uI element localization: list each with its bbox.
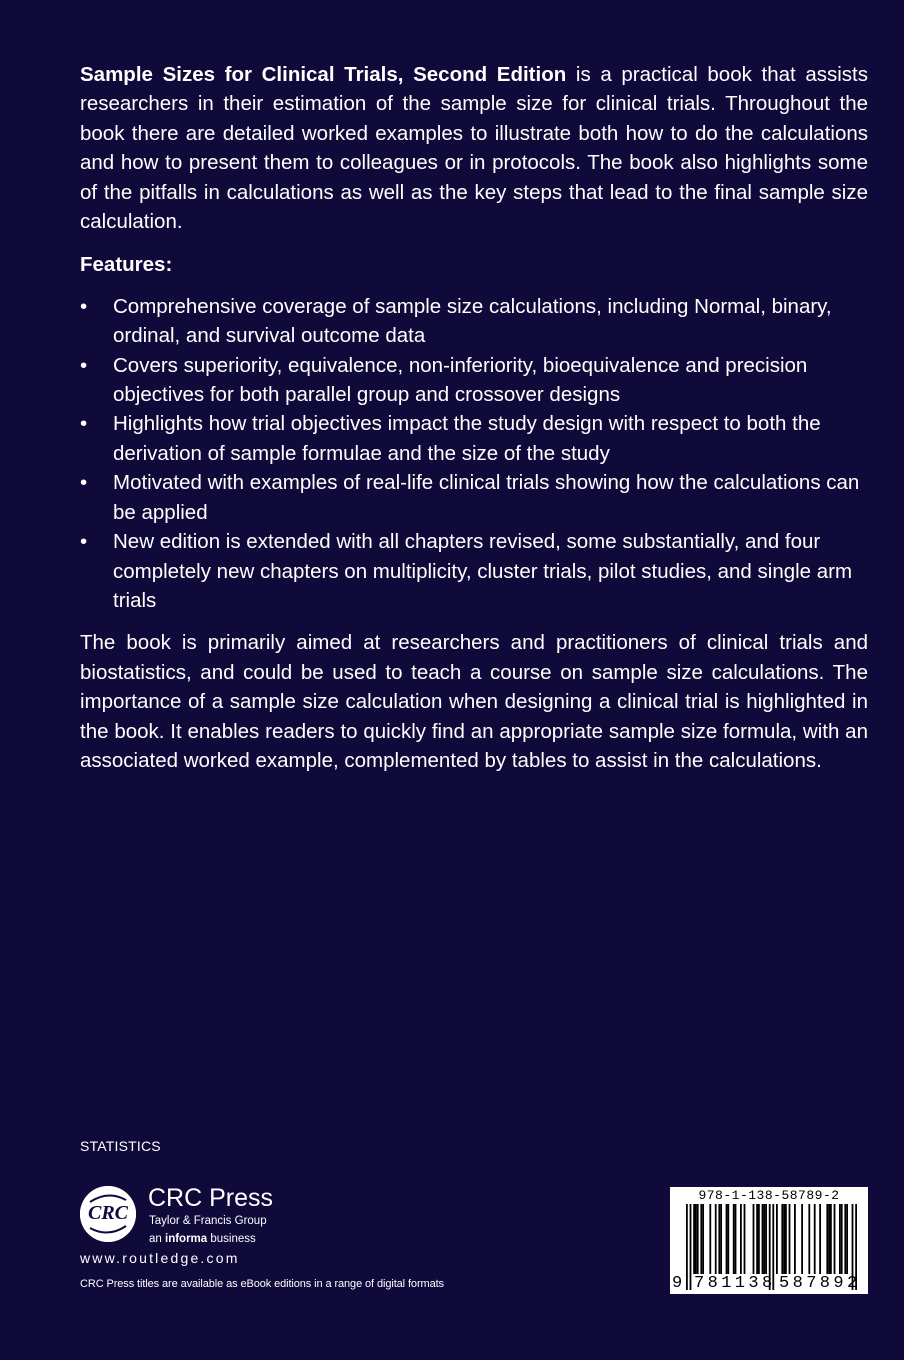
barcode-bar [695,1204,697,1274]
intro-text: is a practical book that assists researchers in their estimation of the sample size for clinical trials. Throughout the book there are detailed worked examples to illustrate both how to do the calculations and how to present them to colleagues or in protocols. The book also highlights some of the pitfalls in calculations as well as the key steps that lead to the final sample size calculation. [80,63,868,234]
feature-item: • Highlights how trial objectives impact the study design with respect to both the derivation of sample formulae and the size of the study [80,409,868,468]
barcode-bar [753,1204,755,1274]
features-heading: Features: [80,253,173,277]
category-label: STATISTICS [80,1138,161,1154]
barcode-bar [801,1204,803,1274]
features-list [80,292,868,615]
closing-paragraph: The book is primarily aimed at researchers and practitioners of clinical trials and biostatistics, and could be used to teach a course on sample size calculations. The importance of a sample size calculation when designing a clinical trial is highlighted in the book. It enables readers to quickly find an appropriate sample size formula, with an associated worked example, complemented by tables to assist in the calculations. [80,631,868,772]
barcode-bar [762,1204,764,1274]
crc-logo-text: CRC [87,1202,129,1224]
barcode-left-digits: 781138 [694,1274,776,1293]
crc-logo-icon [80,1186,136,1242]
barcode-bar [789,1204,791,1274]
publisher-block [80,1186,440,1266]
intro-paragraph [80,60,868,236]
barcode-bar [709,1204,711,1274]
publisher-group: Taylor & Francis Group [149,1215,267,1227]
publisher-url[interactable]: www.routledge.com [80,1250,240,1266]
publisher-informa: an informa business [149,1233,256,1245]
barcode-bar [828,1204,830,1274]
barcode-bar [785,1204,787,1274]
barcode-bar [846,1204,848,1274]
barcode-bar [744,1204,746,1274]
bullet-icon: • [80,294,88,318]
publisher-name: CRC Press [148,1184,274,1212]
book-title: Sample Sizes for Clinical Trials, Second Edition [80,63,567,86]
barcode-right-digits: 587892 [779,1274,861,1293]
isbn-number: 978-1-138-58789-2 [698,1188,840,1203]
barcode-bar [763,1204,765,1274]
feature-item: • New edition is extended with all chapters revised, some substantially, and four completely new chapters on multiplicity, cluster trials, pilot studies, and single arm trials [80,527,868,615]
barcode-bar [819,1204,821,1274]
barcode-bar [758,1204,760,1274]
barcode-bar [808,1204,810,1274]
barcode-bar [794,1204,796,1274]
barcode-bar [756,1204,758,1274]
barcode-bar [826,1204,828,1274]
bullet-icon: • [80,471,88,495]
barcode-bar [735,1204,737,1274]
barcode-bar [727,1204,729,1274]
barcode-bar [715,1204,717,1274]
barcode-bar [783,1204,785,1274]
feature-item: • Covers superiority, equivalence, non-inferiority, bioequivalence and precision objectives for both parallel group and crossover designs [80,351,868,410]
barcode-bar [720,1204,722,1274]
barcode-bar [700,1204,702,1274]
barcode-bar [830,1204,832,1274]
feature-item: • Comprehensive coverage of sample size calculations, including Normal, binary, ordinal, and survival outcome data [80,292,868,351]
barcode-bar [740,1204,742,1274]
bullet-icon: • [80,412,88,436]
barcode-bar [781,1204,783,1274]
barcode-bar [718,1204,720,1274]
barcode-bar [776,1204,778,1274]
barcode-bar [693,1204,695,1274]
bullet-icon: • [80,530,88,554]
bullet-icon: • [80,353,88,377]
barcode-bar [814,1204,816,1274]
barcode-bar [834,1204,836,1274]
barcode-bar [733,1204,735,1274]
feature-item: • Motivated with examples of real-life clinical trials showing how the calculations can be applied [80,468,868,527]
ebook-note: CRC Press titles are available as eBook editions in a range of digital formats [80,1278,444,1290]
barcode-bar [844,1204,846,1274]
barcode-digits [670,1274,868,1294]
barcode-bar [697,1204,699,1274]
barcode-first-digit: 9 [672,1274,683,1293]
barcode-bar [765,1204,767,1274]
barcode-bar [702,1204,704,1274]
barcode-bar [841,1204,843,1274]
isbn-barcode [670,1187,868,1294]
barcode-bar [839,1204,841,1274]
barcode-bar [726,1204,728,1274]
back-cover-text [80,60,868,775]
